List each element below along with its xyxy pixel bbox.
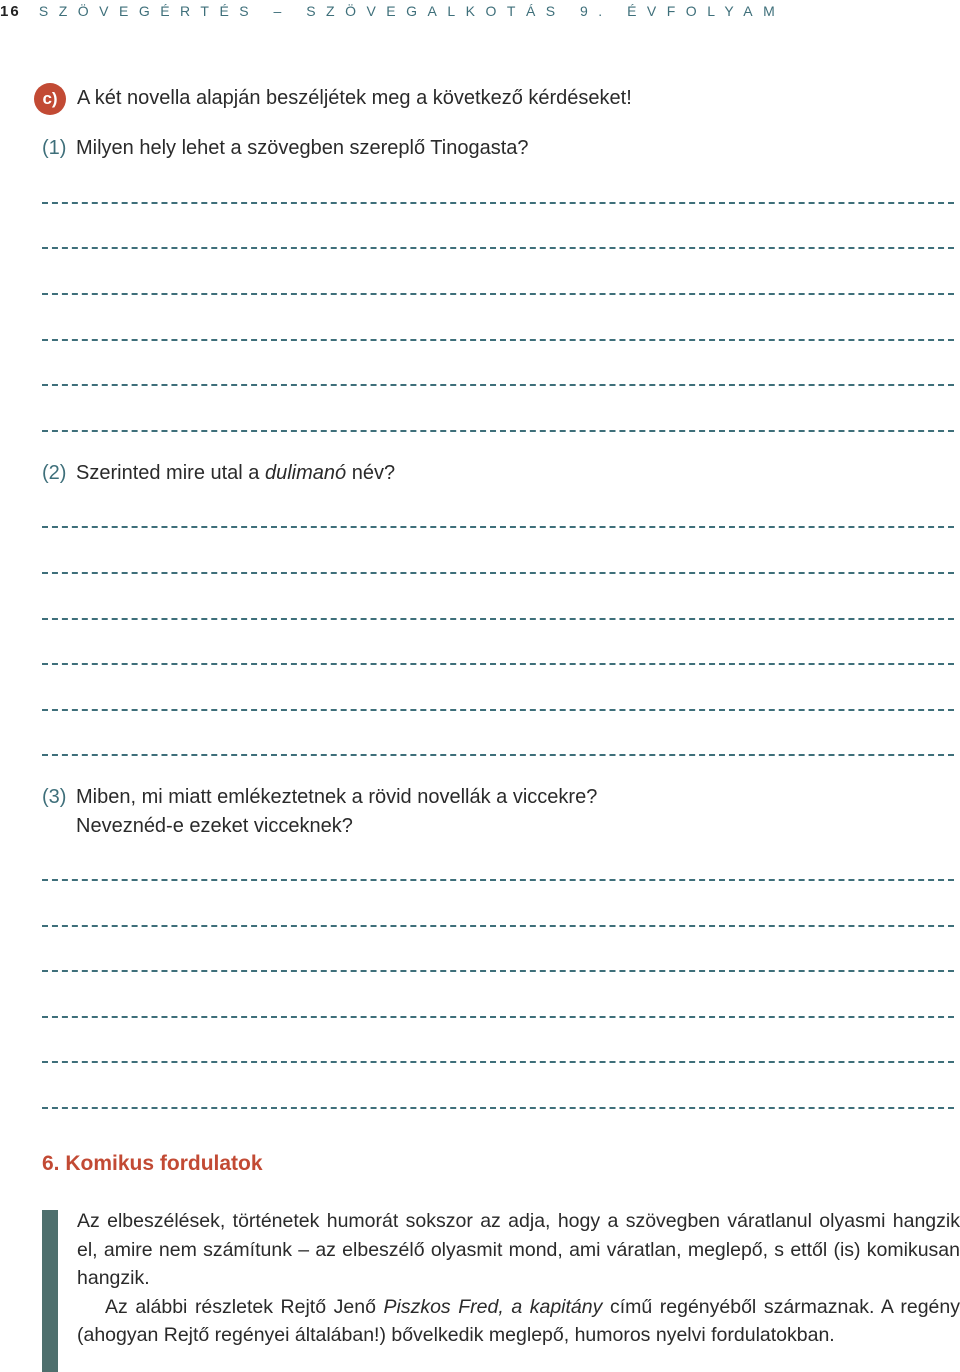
answer-line[interactable] [42, 247, 954, 249]
question-text-start: Szerinted mire utal a [76, 462, 265, 484]
running-title: SZÖVEGÉRTÉS – SZÖVEGALKOTÁS 9. ÉVFOLYAM [38, 3, 786, 19]
question-italic-term: dulimanó [264, 462, 347, 484]
question-text-end: név? [346, 462, 396, 484]
answer-line[interactable] [42, 384, 954, 386]
answer-line[interactable] [42, 202, 954, 204]
answer-line[interactable] [42, 430, 954, 432]
answer-line[interactable] [42, 618, 954, 620]
paragraph-1: Az elbeszélések, történetek humorát sokszor az adja, hogy a szövegben váratlanul olyasmi hangzik el, amire nem számítunk – az elbeszélő olyasmit mond, ami váratlan, meglepő, s ettől (is) komikusan hangzik. [77, 1210, 960, 1289]
answer-line[interactable] [42, 663, 954, 665]
question-text: Milyen hely lehet a szövegben szereplő Tinogasta? [76, 137, 529, 159]
section-title: 6. Komikus fordulatok [42, 1152, 263, 1175]
task-badge: c) [34, 83, 66, 115]
paragraph-2 [77, 1293, 960, 1350]
answer-line[interactable] [42, 1061, 954, 1063]
answer-line[interactable] [42, 709, 954, 711]
section-body [77, 1207, 960, 1350]
question-3-line2: Neveznéd-e ezeket vicceknek? [76, 815, 353, 837]
question-1 [42, 134, 529, 162]
answer-line[interactable] [42, 293, 954, 295]
page-header [0, 0, 960, 22]
question-2 [42, 459, 395, 487]
book-title: Piszkos Fred, a kapitány [383, 1295, 603, 1318]
answer-line[interactable] [42, 970, 954, 972]
question-text-line1: Miben, mi miatt emlékeztetnek a rövid novellák a viccekre? [76, 786, 598, 808]
section-side-bar [42, 1210, 58, 1372]
answer-line[interactable] [42, 572, 954, 574]
answer-line[interactable] [42, 1107, 954, 1109]
question-3 [42, 783, 597, 811]
question-number: (2) [42, 462, 67, 484]
paragraph-2-start: Az alábbi részletek Rejtő Jenő [105, 1295, 384, 1318]
paragraph-2-end: című regényéből származnak. A regény (ahogyan Rejtő regényei általában!) bővelkedik meglepő, humoros nyelvi fordulatokban. [77, 1295, 960, 1346]
answer-line[interactable] [42, 754, 954, 756]
answer-line[interactable] [42, 925, 954, 927]
task-instruction: A két novella alapján beszéljétek meg a következő kérdéseket! [77, 87, 632, 109]
answer-line[interactable] [42, 339, 954, 341]
answer-line[interactable] [42, 879, 954, 881]
answer-line[interactable] [42, 526, 954, 528]
question-number: (1) [42, 137, 67, 159]
question-number: (3) [42, 786, 67, 808]
page-number: 16 [0, 3, 21, 20]
answer-line[interactable] [42, 1016, 954, 1018]
